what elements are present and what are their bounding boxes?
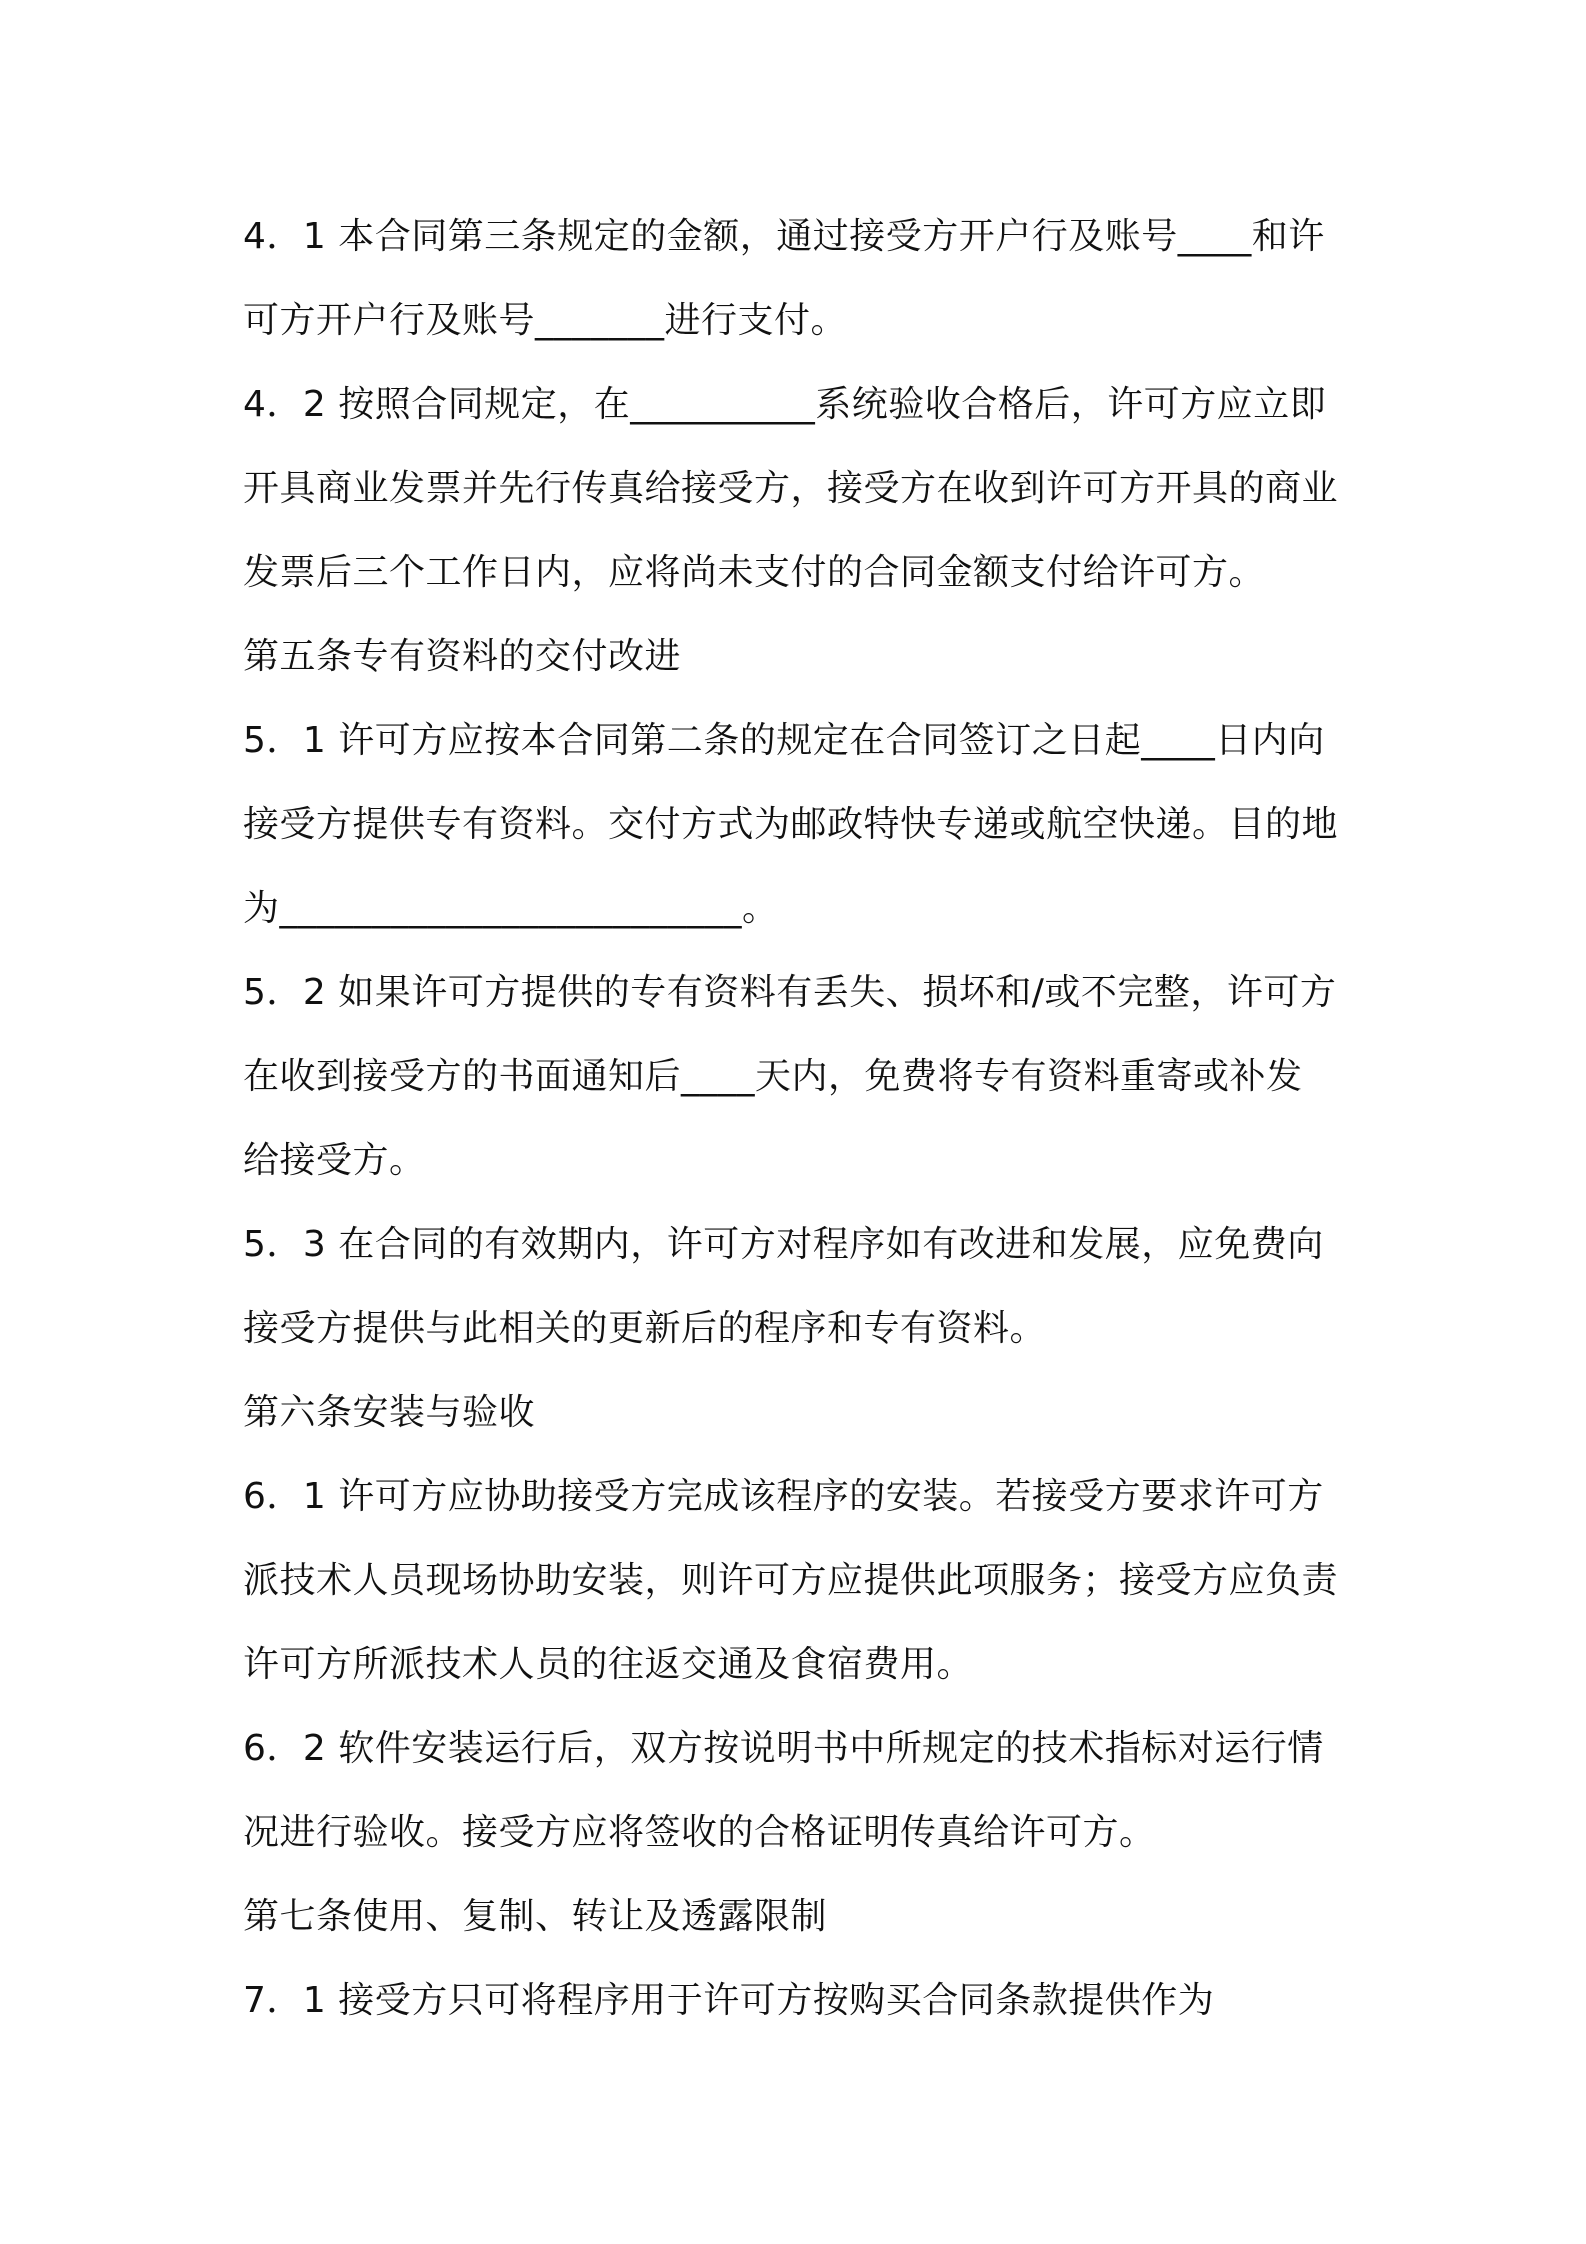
clause-5-3-line-1: 5．3 在合同的有效期内，许可方对程序如有改进和发展，应免费向	[243, 1224, 1324, 1265]
article-6-heading: 第六条安装与验收	[243, 1392, 536, 1433]
clause-6-1-line-3: 许可方所派技术人员的往返交通及食宿费用。	[243, 1644, 974, 1685]
clause-6-2-line-2: 况进行验收。接受方应将签收的合格证明传真给许可方。	[243, 1812, 1156, 1853]
clause-4-1-line-2: 可方开户行及账号_______进行支付。	[243, 300, 848, 341]
clause-5-2-line-3: 给接受方。	[243, 1140, 426, 1181]
clause-5-2-line-2: 在收到接受方的书面通知后____天内，免费将专有资料重寄或补发	[243, 1056, 1303, 1097]
clause-5-2-line-1: 5．2 如果许可方提供的专有资料有丢失、损坏和/或不完整，许可方	[243, 972, 1337, 1013]
clause-7-1-line-1: 7．1 接受方只可将程序用于许可方按购买合同条款提供作为	[243, 1980, 1215, 2021]
clause-5-1-line-2: 接受方提供专有资料。交付方式为邮政特快专递或航空快递。目的地	[243, 804, 1339, 845]
clause-6-1-line-2: 派技术人员现场协助安装，则许可方应提供此项服务；接受方应负责	[243, 1560, 1339, 1601]
clause-5-1-line-3: 为_________________________。	[243, 888, 779, 929]
clause-5-3-line-2: 接受方提供与此相关的更新后的程序和专有资料。	[243, 1308, 1047, 1349]
clause-4-2-line-1: 4．2 按照合同规定，在__________系统验收合格后，许可方应立即	[243, 384, 1327, 425]
clause-6-2-line-1: 6．2 软件安装运行后，双方按说明书中所规定的技术指标对运行情	[243, 1728, 1324, 1769]
clause-4-2-line-2: 开具商业发票并先行传真给接受方，接受方在收到许可方开具的商业	[243, 468, 1339, 509]
article-5-heading: 第五条专有资料的交付改进	[243, 636, 682, 677]
document-body	[243, 195, 1363, 2043]
clause-4-2-line-3: 发票后三个工作日内，应将尚未支付的合同金额支付给许可方。	[243, 552, 1266, 593]
article-7-heading: 第七条使用、复制、转让及透露限制	[243, 1896, 828, 1937]
clause-6-1-line-1: 6．1 许可方应协助接受方完成该程序的安装。若接受方要求许可方	[243, 1476, 1324, 1517]
clause-5-1-line-1: 5．1 许可方应按本合同第二条的规定在合同签订之日起____日内向	[243, 720, 1325, 761]
clause-4-1-line-1: 4．1 本合同第三条规定的金额，通过接受方开户行及账号____和许	[243, 216, 1325, 257]
